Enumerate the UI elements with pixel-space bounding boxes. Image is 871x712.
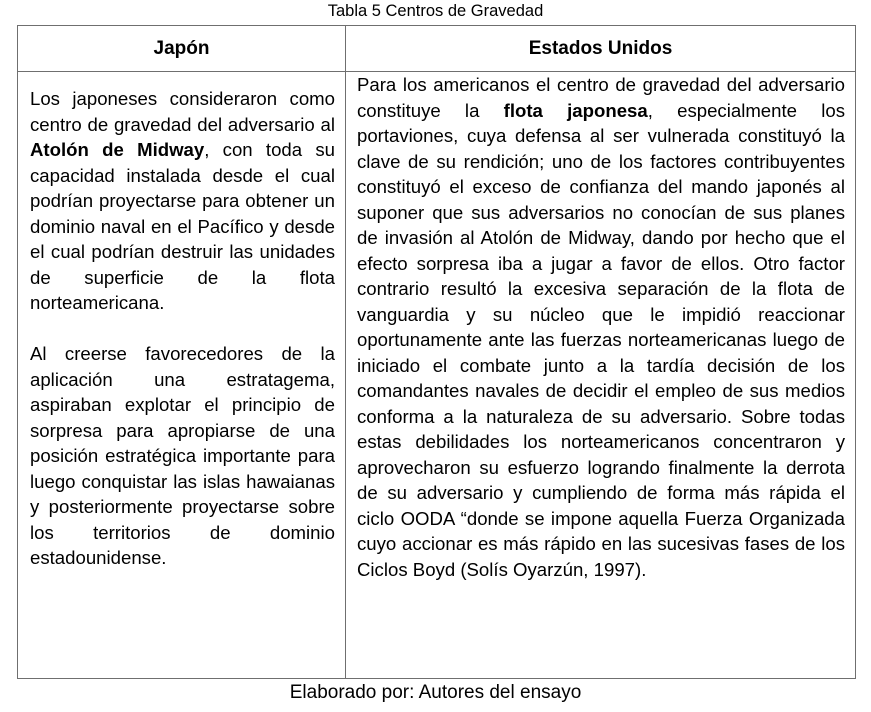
table-header-row xyxy=(18,26,856,72)
table-footer-source: Elaborado por: Autores del ensayo xyxy=(289,682,582,703)
us-paragraph-1 xyxy=(357,72,845,582)
japan-cell xyxy=(18,72,346,679)
us-p1-text-a: Para los americanos el centro de gravedad del adversario constituye la xyxy=(357,74,845,121)
us-p1-text-b: , especialmente los portaviones, cuya defensa al ser vulnerada constituyó la clave de su rendición; uno de los factores contribuyentes constituyó el exceso de confianza del mando japonés al suponer que sus adversarios no conocían de sus planes de invasión al Atolón de Midway, dando por hecho que el efecto sorpresa iba a jugar a favor de ellos. Otro factor contrario resultó la excesiva separación de la flota de vanguardia y su núcleo que le impidió reaccionar oportunamente ante las fuerzas norteamericanas luego de iniciado el combate junto a la tardía decisión de los comandantes navales de decidir el empleo de sus medios conforma a la naturaleza de su adversario. Sobre todas estas debilidades los norteamericanos concentraron y aprovecharon su esfuerzo logrando finalmente la derrota de su adversario y cumpliendo de forma más rápida el ciclo OODA “donde se impone aquella Fuerza Organizada cuyo accionar es más rápido en las sucesivas fases de los Ciclos Boyd (Solís Oyarzún, 1997). xyxy=(357,99,845,580)
us-p1-bold: flota japonesa xyxy=(503,99,648,121)
japan-p1-bold: Atolón de Midway xyxy=(30,139,205,160)
header-united-states: Estados Unidos xyxy=(346,26,856,72)
header-japan: Japón xyxy=(18,26,346,72)
japan-p1-text-a: Los japoneses consideraron como centro de gravedad del adversario al xyxy=(30,88,335,135)
table-caption: Tabla 5 Centros de Gravedad xyxy=(327,2,544,20)
japan-paragraph-1 xyxy=(30,86,335,316)
japan-paragraph-2: Al creerse favorecedores de la aplicación una estratagema, aspiraban explotar el principio de sorpresa para apropiarse de una posición estratégica importante para luego conquistar las islas hawaianas y posteriormente proyectarse sobre los territorios de dominio estadounidense. xyxy=(30,343,335,568)
united-states-cell xyxy=(346,72,856,679)
japan-p1-text-b: , con toda su capacidad instalada desde el cual podrían proyectarse para obtener un dominio naval en el Pacífico y desde el cual podrían destruir las unidades de superficie de la flota norteamericana. xyxy=(30,139,335,313)
centers-of-gravity-table xyxy=(17,25,856,679)
table-body-row xyxy=(18,72,856,679)
